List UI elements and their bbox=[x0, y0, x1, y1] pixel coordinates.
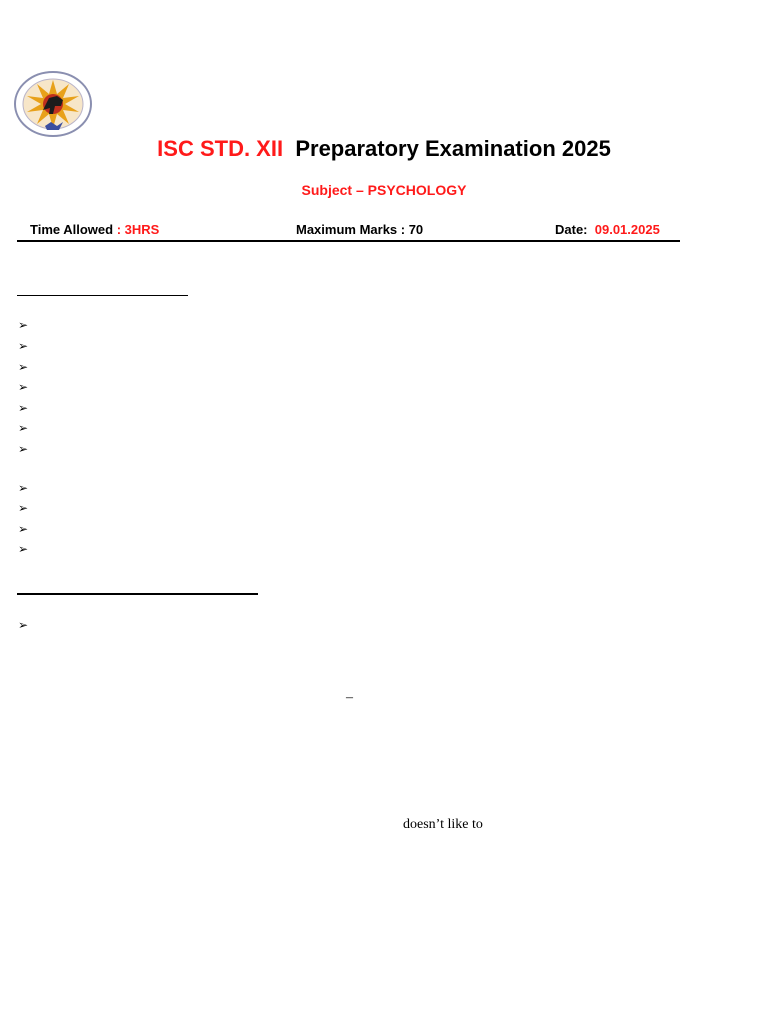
time-allowed bbox=[30, 222, 159, 237]
instruction-bullet-icon: ➢ bbox=[18, 542, 29, 556]
text-dash: – bbox=[346, 690, 353, 705]
exam-title-name: Preparatory Examination 2025 bbox=[295, 136, 611, 161]
section-heading-underline bbox=[17, 593, 258, 595]
exam-date-label: Date: bbox=[555, 222, 588, 237]
exam-date-value: 09.01.2025 bbox=[594, 222, 660, 237]
instruction-bullet-icon: ➢ bbox=[18, 501, 29, 515]
instruction-bullet-icon: ➢ bbox=[18, 421, 29, 435]
time-allowed-value: : 3HRS bbox=[116, 222, 160, 237]
instruction-bullet-icon: ➢ bbox=[18, 318, 29, 332]
question-bullet-icon: ➢ bbox=[18, 618, 29, 632]
text-snippet: doesn’t like to bbox=[403, 817, 483, 832]
instruction-bullet-icon: ➢ bbox=[18, 481, 29, 495]
maximum-marks: Maximum Marks : 70 bbox=[296, 222, 424, 237]
exam-title bbox=[0, 136, 768, 162]
exam-date bbox=[555, 222, 660, 237]
instruction-bullet-icon: ➢ bbox=[18, 339, 29, 353]
instruction-bullet-icon: ➢ bbox=[18, 360, 29, 374]
instruction-bullet-icon: ➢ bbox=[18, 380, 29, 394]
header-divider bbox=[17, 240, 680, 242]
instruction-bullet-icon: ➢ bbox=[18, 522, 29, 536]
instruction-bullet-icon: ➢ bbox=[18, 401, 29, 415]
instruction-bullet-icon: ➢ bbox=[18, 442, 29, 456]
subject-heading: Subject – PSYCHOLOGY bbox=[301, 182, 467, 198]
school-association-logo-icon bbox=[13, 70, 93, 138]
section-heading-underline bbox=[17, 295, 188, 296]
time-allowed-label: Time Allowed bbox=[30, 222, 114, 237]
exam-title-class: ISC STD. XII bbox=[157, 136, 284, 161]
